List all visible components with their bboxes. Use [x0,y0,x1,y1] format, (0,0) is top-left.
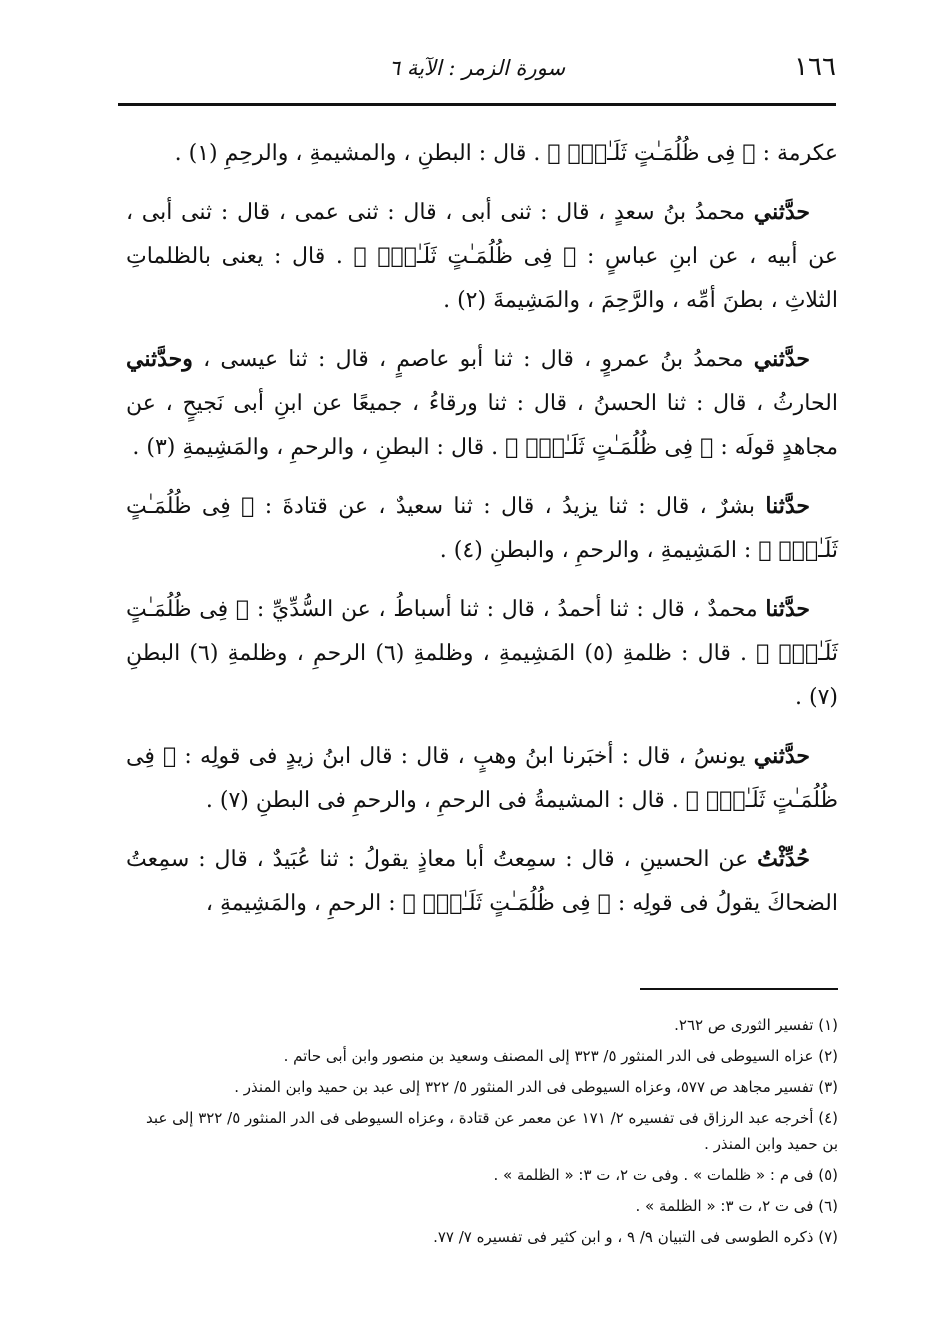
page-number: ١٦٦ [794,52,836,82]
running-head: سورة الزمر : الآية ٦ [388,56,566,80]
footnote-4: (٤) أخرجه عبد الرزاق فى تفسيره ٢/ ١٧١ عن معمر عن قتادة ، وعزاه السيوطى فى الدر المنثور ٥/ ٣٢٢ إلى عبد بن حميد وابن المنذر . [146,1109,838,1153]
footnotes [126,1012,838,1255]
paragraph-6-lead: حدَّثني [753,743,810,769]
paragraph-3-text-b: الحارثُ ، قال : ثنا الحسنُ ، قال : ثنا ورقاءُ ، جميعًا عن ابنِ أبى نَجيحٍ ، عن مجاهدٍ قولَه : ﴿ فِى ظُلُمَـٰتٍ ثَلَـٰثٍۚ ﴾ . قال : البطنِ ، والرحمِ ، والمَشِيمةِ (٣) . [126,391,838,460]
footnote-3: (٣) تفسير مجاهد ص ٥٧٧، وعزاه السيوطى فى الدر المنثور ٥/ ٣٢٢ إلى عبد بن حميد وابن المنذر . [234,1078,838,1096]
paragraph-2-lead: حدَّثني [753,199,810,225]
paragraph-4 [126,484,838,573]
page-header [118,52,836,96]
paragraph-5 [126,587,838,720]
footnote-rule [640,988,838,990]
paragraph-4-lead: حدَّثنا [765,493,810,519]
paragraph-3-text-a: محمدُ بنُ عمروٍ ، قال : ثنا أبو عاصمٍ ، قال : ثنا عيسى ، [192,347,754,372]
paragraph-6-text: يونسُ ، قال : أخبَرنا ابنُ وهبٍ ، قال : قال ابنُ زيدٍ فى قولِه : ﴿ فِى ظُلُمَـٰتٍ ثَلَـٰثٍۚ ﴾ . قال : المشيمةُ فى الرحمِ ، والرحمِ فى البطنِ (٧) . [126,744,838,813]
paragraph-5-lead: حدَّثنا [765,596,810,622]
paragraph-7-lead: حُدِّثْتُ [757,846,810,872]
paragraph-2 [126,190,838,323]
paragraph-5-text: محمدٌ ، قال : ثنا أحمدُ ، قال : ثنا أسباطُ ، عن السُّدِّيِّ : ﴿ فِى ظُلُمَـٰتٍ ثَلَـٰثٍۚ ﴾ . قال : ظلمةِ (٥) المَشِيمةِ ، وظلمةِ (٦) الرحمِ ، وظلمةِ (٦) البطنِ (٧) . [126,597,839,710]
main-text [126,132,838,940]
paragraph-6 [126,734,838,823]
paragraph-3-lead-2: وحدَّثني [126,346,193,372]
footnote-1: (١) تفسير الثورى ص ٢٦٢. [674,1016,838,1034]
footnote-5: (٥) فى م : « ظلمات » . وفى ت ٢، ت ٣: « الظلمة » . [493,1166,838,1184]
paragraph-1 [126,132,838,176]
header-rule [118,103,836,106]
paragraph-7-text: عن الحسينِ ، قال : سمِعتُ أبا معاذٍ يقولُ : ثنا عُبَيدٌ ، قال : سمِعتُ الضحاكَ يقولُ فى قولِه : ﴿ فِى ظُلُمَـٰتٍ ثَلَـٰثٍۚ ﴾ : الرحمِ ، والمَشِيمةِ ، [126,847,838,916]
footnote-2: (٢) عزاه السيوطى فى الدر المنثور ٥/ ٣٢٣ إلى المصنف وسعيد بن منصور وابن أبى حاتم . [283,1047,838,1065]
paragraph-3-lead: حدَّثني [753,346,810,372]
paragraph-1-text: عكرمة : ﴿ فِى ظُلُمَـٰتٍ ثَلَـٰثٍۚ ﴾ . قال : البطنِ ، والمشيمةِ ، والرحِمِ (١) . [174,141,838,166]
paragraph-3 [126,337,838,470]
paragraph-7 [126,837,838,926]
paragraph-4-text: بشرٌ ، قال : ثنا يزيدُ ، قال : ثنا سعيدٌ ، عن قتادةَ : ﴿ فِى ظُلُمَـٰتٍ ثَلَـٰثٍۚ ﴾ : المَشِيمةِ ، والرحمِ ، والبطنِ (٤) . [126,494,838,563]
paragraph-2-text: محمدُ بنُ سعدٍ ، قال : ثنى أبى ، قال : ثنى عمى ، قال : ثنى أبى ، عن أبيه ، عن ابنِ عباسٍ : ﴿ فِى ظُلُمَـٰتٍ ثَلَـٰثٍۚ ﴾ . قال : يعنى بالظلماتِ الثلاثِ ، بطنَ أمِّه ، والرَّحِمَ ، والمَشِيمةَ (٢) . [126,200,838,313]
footnote-7: (٧) ذكره الطوسى فى التبيان ٩/ ٩ ، و ابن كثير فى تفسيره ٧/ ٧٧. [433,1228,838,1246]
footnote-6: (٦) فى ت ٢، ت ٣: « الظلمة » . [635,1197,838,1215]
